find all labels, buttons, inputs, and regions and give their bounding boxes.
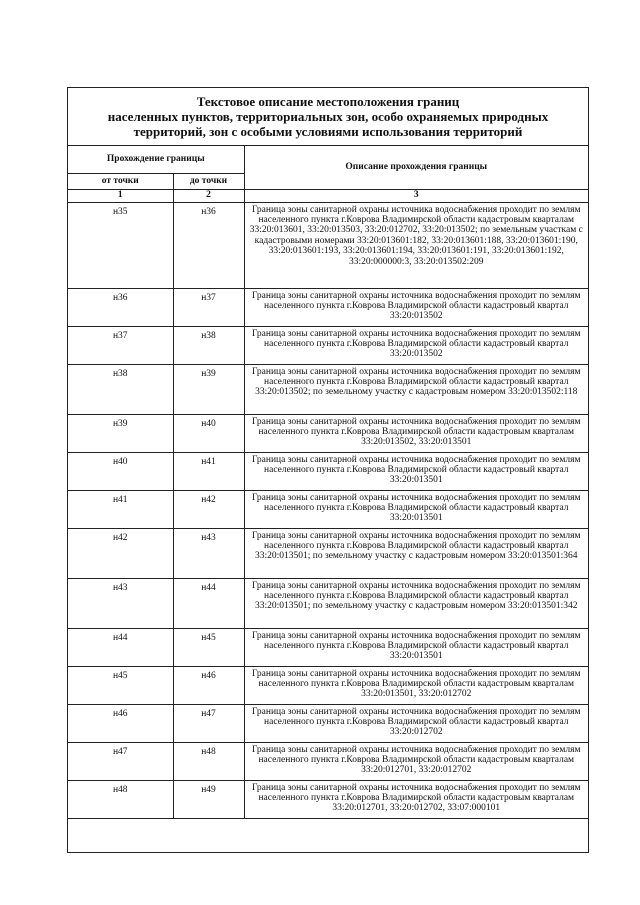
table-row	[68, 666, 588, 704]
table-row	[68, 628, 588, 666]
to-point-cell: н46	[173, 666, 244, 704]
to-point-cell: н41	[173, 452, 244, 490]
to-point-cell: н48	[173, 742, 244, 780]
column-number-1: 1	[68, 189, 173, 202]
column-number-row	[68, 189, 588, 202]
document-frame	[67, 87, 589, 853]
from-point-cell: н48	[68, 780, 173, 818]
from-point-cell: н41	[68, 490, 173, 528]
table-row	[68, 578, 588, 628]
table-row	[68, 202, 588, 288]
description-cell: Граница зоны санитарной охраны источника водоснабжения проходит по землям населенного пункта г.Коврова Владимирской области кадастровый квартал 33:20:013501; по земельному участку с кадастровым номером 33:20:013501:342	[244, 578, 588, 628]
from-point-cell: н47	[68, 742, 173, 780]
table-row	[68, 364, 588, 414]
from-point-cell: н42	[68, 528, 173, 578]
to-point-cell: н44	[173, 578, 244, 628]
to-point-cell: н49	[173, 780, 244, 818]
description-cell: Граница зоны санитарной охраны источника водоснабжения проходит по землям населенного пункта г.Коврова Владимирской области кадастровый квартал 33:20:013501; по земельному участку с кадастровым номером 33:20:013501:364	[244, 528, 588, 578]
table-row	[68, 452, 588, 490]
from-point-cell: н35	[68, 202, 173, 288]
header-description: Описание прохождения границы	[244, 146, 588, 189]
table-row	[68, 704, 588, 742]
header-from-point: от точки	[68, 173, 173, 189]
boundary-table-body	[68, 146, 588, 818]
header-boundary-passage: Прохождение границы	[68, 146, 244, 173]
to-point-cell: н39	[173, 364, 244, 414]
table-row	[68, 528, 588, 578]
header-to-point: до точки	[173, 173, 244, 189]
description-cell: Граница зоны санитарной охраны источника водоснабжения проходит по землям населенного пункта г.Коврова Владимирской области кадастровый квартал 33:20:012702	[244, 704, 588, 742]
to-point-cell: н37	[173, 288, 244, 326]
table-row	[68, 490, 588, 528]
from-point-cell: н36	[68, 288, 173, 326]
from-point-cell: н37	[68, 326, 173, 364]
table-row	[68, 780, 588, 818]
title-line-3: территорий, зон с особыми условиями использования территорий	[133, 124, 523, 139]
description-cell: Граница зоны санитарной охраны источника водоснабжения проходит по землям населенного пункта г.Коврова Владимирской области кадастровый квартал 33:20:013502; по земельному участку с кадастровым номером 33:20:013502:118	[244, 364, 588, 414]
description-cell: Граница зоны санитарной охраны источника водоснабжения проходит по землям населенного пункта г.Коврова Владимирской области кадастровым кварталам 33:20:013501, 33:20:012702	[244, 666, 588, 704]
title-line-1: Текстовое описание местоположения границ	[196, 94, 460, 109]
to-point-cell: н42	[173, 490, 244, 528]
table-row	[68, 742, 588, 780]
column-number-3: 3	[244, 189, 588, 202]
description-cell: Граница зоны санитарной охраны источника водоснабжения проходит по землям населенного пункта г.Коврова Владимирской области кадастровым кварталам 33:20:012701, 33:20:012702	[244, 742, 588, 780]
table-row	[68, 326, 588, 364]
description-cell: Граница зоны санитарной охраны источника водоснабжения проходит по землям населенного пункта г.Коврова Владимирской области кадастровым кварталам 33:20:013502, 33:20:013501	[244, 414, 588, 452]
description-cell: Граница зоны санитарной охраны источника водоснабжения проходит по землям населенного пункта г.Коврова Владимирской области кадастровым кварталам 33:20:012701, 33:20:012702, 33:07:000101	[244, 780, 588, 818]
from-point-cell: н40	[68, 452, 173, 490]
description-cell: Граница зоны санитарной охраны источника водоснабжения проходит по землям населенного пункта г.Коврова Владимирской области кадастровый квартал 33:20:013502	[244, 288, 588, 326]
boundary-table	[68, 146, 588, 819]
document-title	[68, 88, 588, 146]
from-point-cell: н45	[68, 666, 173, 704]
column-number-2: 2	[173, 189, 244, 202]
from-point-cell: н46	[68, 704, 173, 742]
from-point-cell: н44	[68, 628, 173, 666]
from-point-cell: н38	[68, 364, 173, 414]
from-point-cell: н43	[68, 578, 173, 628]
description-cell: Граница зоны санитарной охраны источника водоснабжения проходит по землям населенного пункта г.Коврова Владимирской области кадастровый квартал 33:20:013501	[244, 628, 588, 666]
table-row	[68, 414, 588, 452]
to-point-cell: н43	[173, 528, 244, 578]
table-row	[68, 288, 588, 326]
to-point-cell: н40	[173, 414, 244, 452]
title-line-2: населенных пунктов, территориальных зон, особо охраняемых природных	[107, 109, 549, 124]
to-point-cell: н45	[173, 628, 244, 666]
to-point-cell: н47	[173, 704, 244, 742]
from-point-cell: н39	[68, 414, 173, 452]
description-cell: Граница зоны санитарной охраны источника водоснабжения проходит по землям населенного пункта г.Коврова Владимирской области кадастровый квартал 33:20:013501	[244, 490, 588, 528]
description-cell: Граница зоны санитарной охраны источника водоснабжения проходит по землям населенного пункта г.Коврова Владимирской области кадастровый квартал 33:20:013501	[244, 452, 588, 490]
table-header-row	[68, 146, 588, 173]
to-point-cell: н36	[173, 202, 244, 288]
description-cell: Граница зоны санитарной охраны источника водоснабжения проходит по землям населенного пункта г.Коврова Владимирской области кадастровым кварталам 33:20:013601, 33:20:013503, 33:20:012702, 33:20:013502; по земельным участкам с кадастровыми номерами 33:20:013601:182, 33:20:013601:188, 33:20:013601:190, 33:20:013601:193, 33:20:013601:194, 33:20:013601:191, 33:20:013601:192, 33:20:000000:3, 33:20:013502:209	[244, 202, 588, 288]
to-point-cell: н38	[173, 326, 244, 364]
description-cell: Граница зоны санитарной охраны источника водоснабжения проходит по землям населенного пункта г.Коврова Владимирской области кадастровый квартал 33:20:013502	[244, 326, 588, 364]
